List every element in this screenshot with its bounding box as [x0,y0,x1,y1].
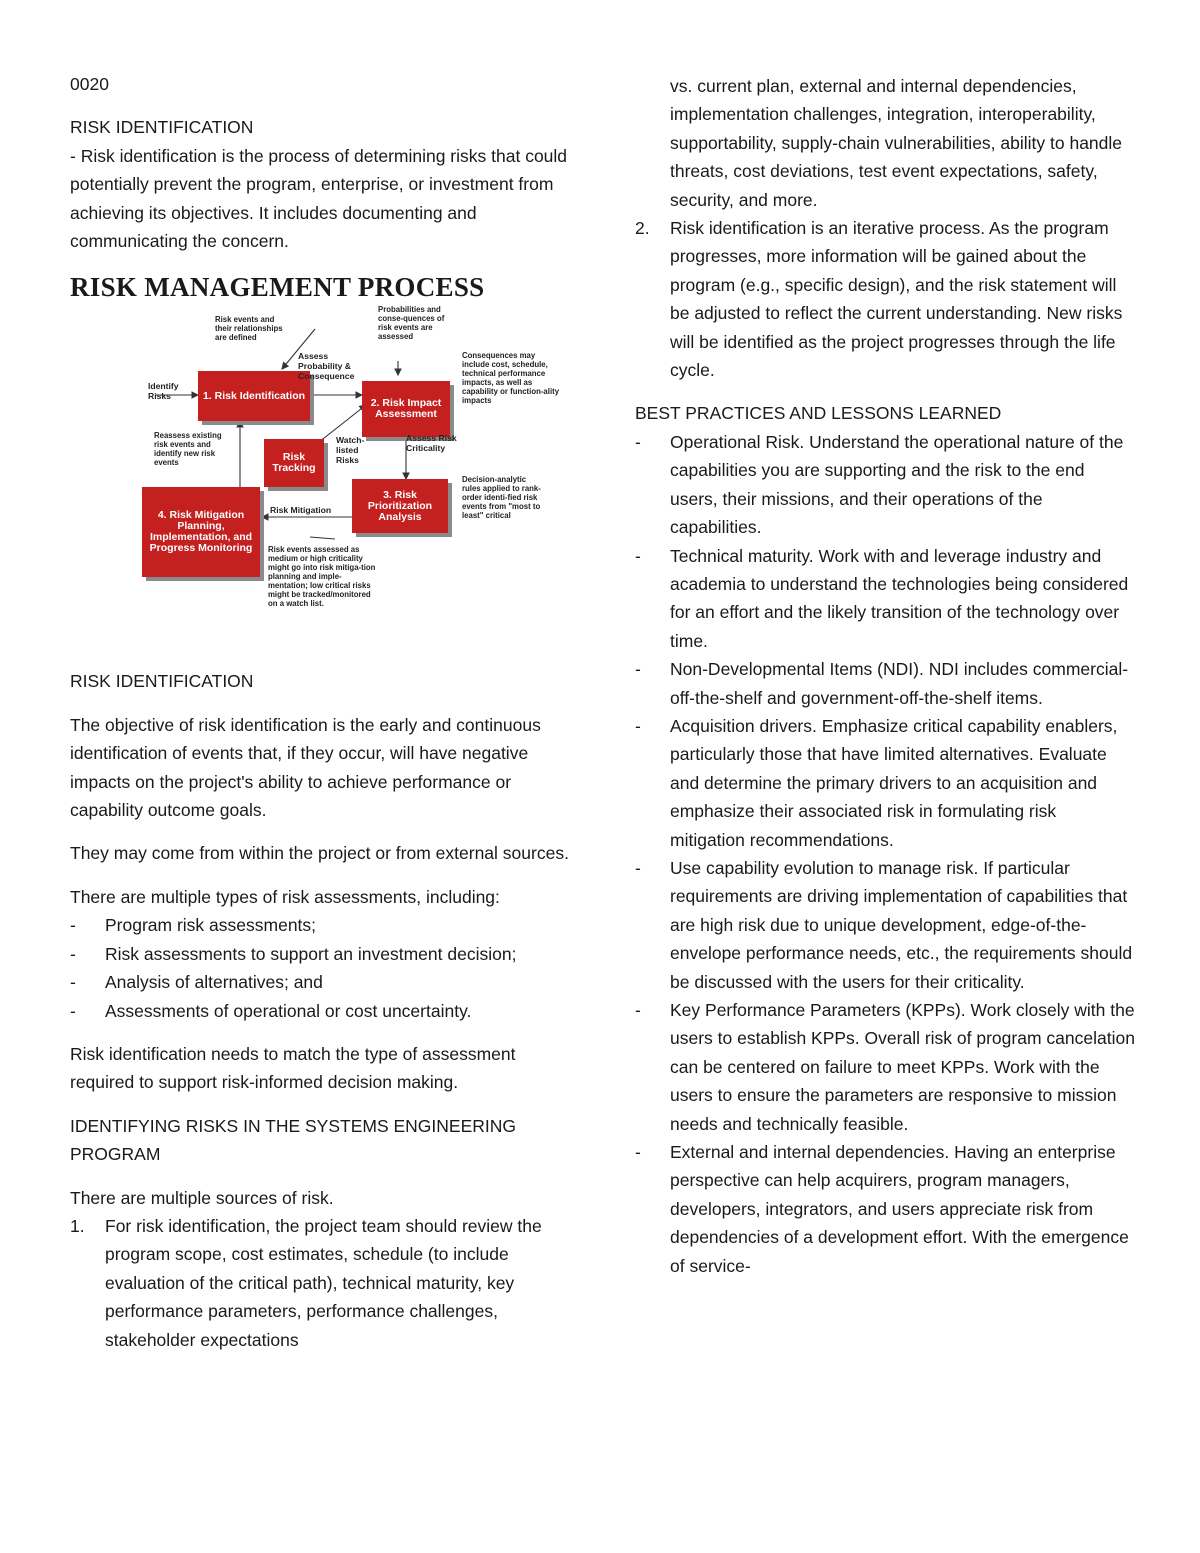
box-risk-mitigation: 4. Risk Mitigation Planning, Implementation, and Progress Monitoring [142,487,260,577]
list-item: - Assessments of operational or cost uncertainty. [70,1000,472,1021]
label-assess-criticality: Assess Risk Criticality [406,433,457,454]
label-risk-mitigation: Risk Mitigation [270,505,332,516]
note-probabilities-assessed: Probabilities and conse-quences of risk events are assessed [378,305,445,342]
left-column [70,70,570,1354]
risk-process-diagram [140,305,580,639]
objective-paragraph: The objective of risk identification is the early and continuous identification of events that, if they occur, will have negative impacts on the project's ability to achieve performance or capability outcome goals. [70,714,541,821]
box-risk-impact-assessment: 2. Risk Impact Assessment [362,381,450,437]
right-column [635,72,1135,1280]
box-risk-prioritization: 3. Risk Prioritization Analysis [352,479,448,533]
list-item: - Operational Risk. Understand the operational nature of the capabilities you are supporting and the risk to the end users, their missions, and their operations of the capabilities. [635,431,1124,538]
list-item: - External and internal dependencies. Having an enterprise perspective can help acquirers, program managers, developers, integrators, and users appreciate risk from dependencies of a development effort. With the emergence of service- [635,1142,1129,1276]
list-item: - Technical maturity. Work with and leverage industry and academia to understand the technologies being considered for an effort and the likely transition of the technology over time. [635,545,1129,651]
list-item: 2. Risk identification is an iterative process. As the program progresses, more information will be gained about the program (e.g., specific design), and the risk statement will be adjusted to reflect the current understanding. New risks will be identified as the project progresses through the life cycle. [635,218,1123,381]
note-risk-events-assessed: Risk events assessed as medium or high criticality might go into risk mitiga-tion planning and imple-mentation; low critical risks might be tracked/monitored on a watch list. [268,545,376,609]
heading-identifying-risks: IDENTIFYING RISKS IN THE SYSTEMS ENGINEERING PROGRAM [70,1115,516,1165]
list-item: - Analysis of alternatives; and [70,972,323,993]
page-number: 0020 [70,74,109,94]
list-item: - Use capability evolution to manage risk. If particular requirements are driving implementation of capabilities that are high risk due to unique development, edge-of-the-envelope performance needs, etc., the requirements should be discussed with the users for their criticality. [635,857,1133,992]
label-identify-risks: Identify Risks [148,381,179,402]
list-item: - Non-Developmental Items (NDI). NDI includes commercial-off-the-shelf and government-off-the-shelf items. [635,659,1129,708]
list-item: - Risk assessments to support an investment decision; [70,943,517,964]
sources-paragraph: They may come from within the project or from external sources. [70,843,569,864]
box-risk-tracking: Risk Tracking [264,439,324,487]
figure-title: RISK MANAGEMENT PROCESS [70,272,485,303]
match-paragraph: Risk identification needs to match the type of assessment required to support risk-informed decision making. [70,1043,516,1093]
label-watch-listed: Watch-listed Risks [336,435,365,466]
assessments-intro: There are multiple types of risk assessments, including: [70,886,500,907]
heading-risk-identification: RISK IDENTIFICATION [70,117,254,138]
list-item: - Key Performance Parameters (KPPs). Work closely with the users to establish KPPs. Overall risk of program cancelation can be centered on failure to meet KPPs. Work with the users to ensure the parameters are responsive to mission needs and technically feasible. [635,1000,1135,1134]
multiple-sources-paragraph: There are multiple sources of risk. [70,1187,334,1208]
best-practices-list [635,428,1135,1280]
note-reassess: Reassess existing risk events and identify new risk events [154,431,222,468]
heading-risk-identification-2: RISK IDENTIFICATION [70,671,254,692]
label-assess-probability: Assess Probability & Consequence [298,351,355,382]
list-item: - Acquisition drivers. Emphasize critical capability enablers, particularly those that have limited alternatives. Evaluate and determine the primary drivers to an acquisition and emphasize their associated risk in formulating risk mitigation recommendations. [635,715,1118,850]
list-item: 1. For risk identification, the project team should review the program scope, cost estimates, schedule (to include evaluation of the critical path), technical maturity, key performance parameters, performance challenges, stakeholder expectations [70,1215,542,1350]
list-item: vs. current plan, external and internal dependencies, implementation challenges, integration, interoperability, supportability, supply-chain vulnerabilities, ability to handle threats, cost deviations, test event expectations, safety, security, and more. [670,76,1123,210]
note-risk-events-defined: Risk events and their relationships are defined [215,315,283,343]
assessments-list [70,911,570,1025]
sources-list-continued [635,72,1135,384]
intro-paragraph: - Risk identification is the process of determining risks that could potentially prevent the program, enterprise, or investment from achieving its objectives. It includes documenting and communicating the concern. [70,145,568,252]
box-risk-identification: 1. Risk Identification [198,371,310,421]
note-consequences: Consequences may include cost, schedule, technical performance impacts, as well as capability or function-ality impacts [462,351,560,406]
heading-best-practices: BEST PRACTICES AND LESSONS LEARNED [635,403,1002,424]
sources-list [70,1212,570,1354]
note-decision-analytic: Decision-analytic rules applied to rank-order identi-fied risk events from "most to least" critical [462,475,541,521]
list-item: - Program risk assessments; [70,915,317,936]
